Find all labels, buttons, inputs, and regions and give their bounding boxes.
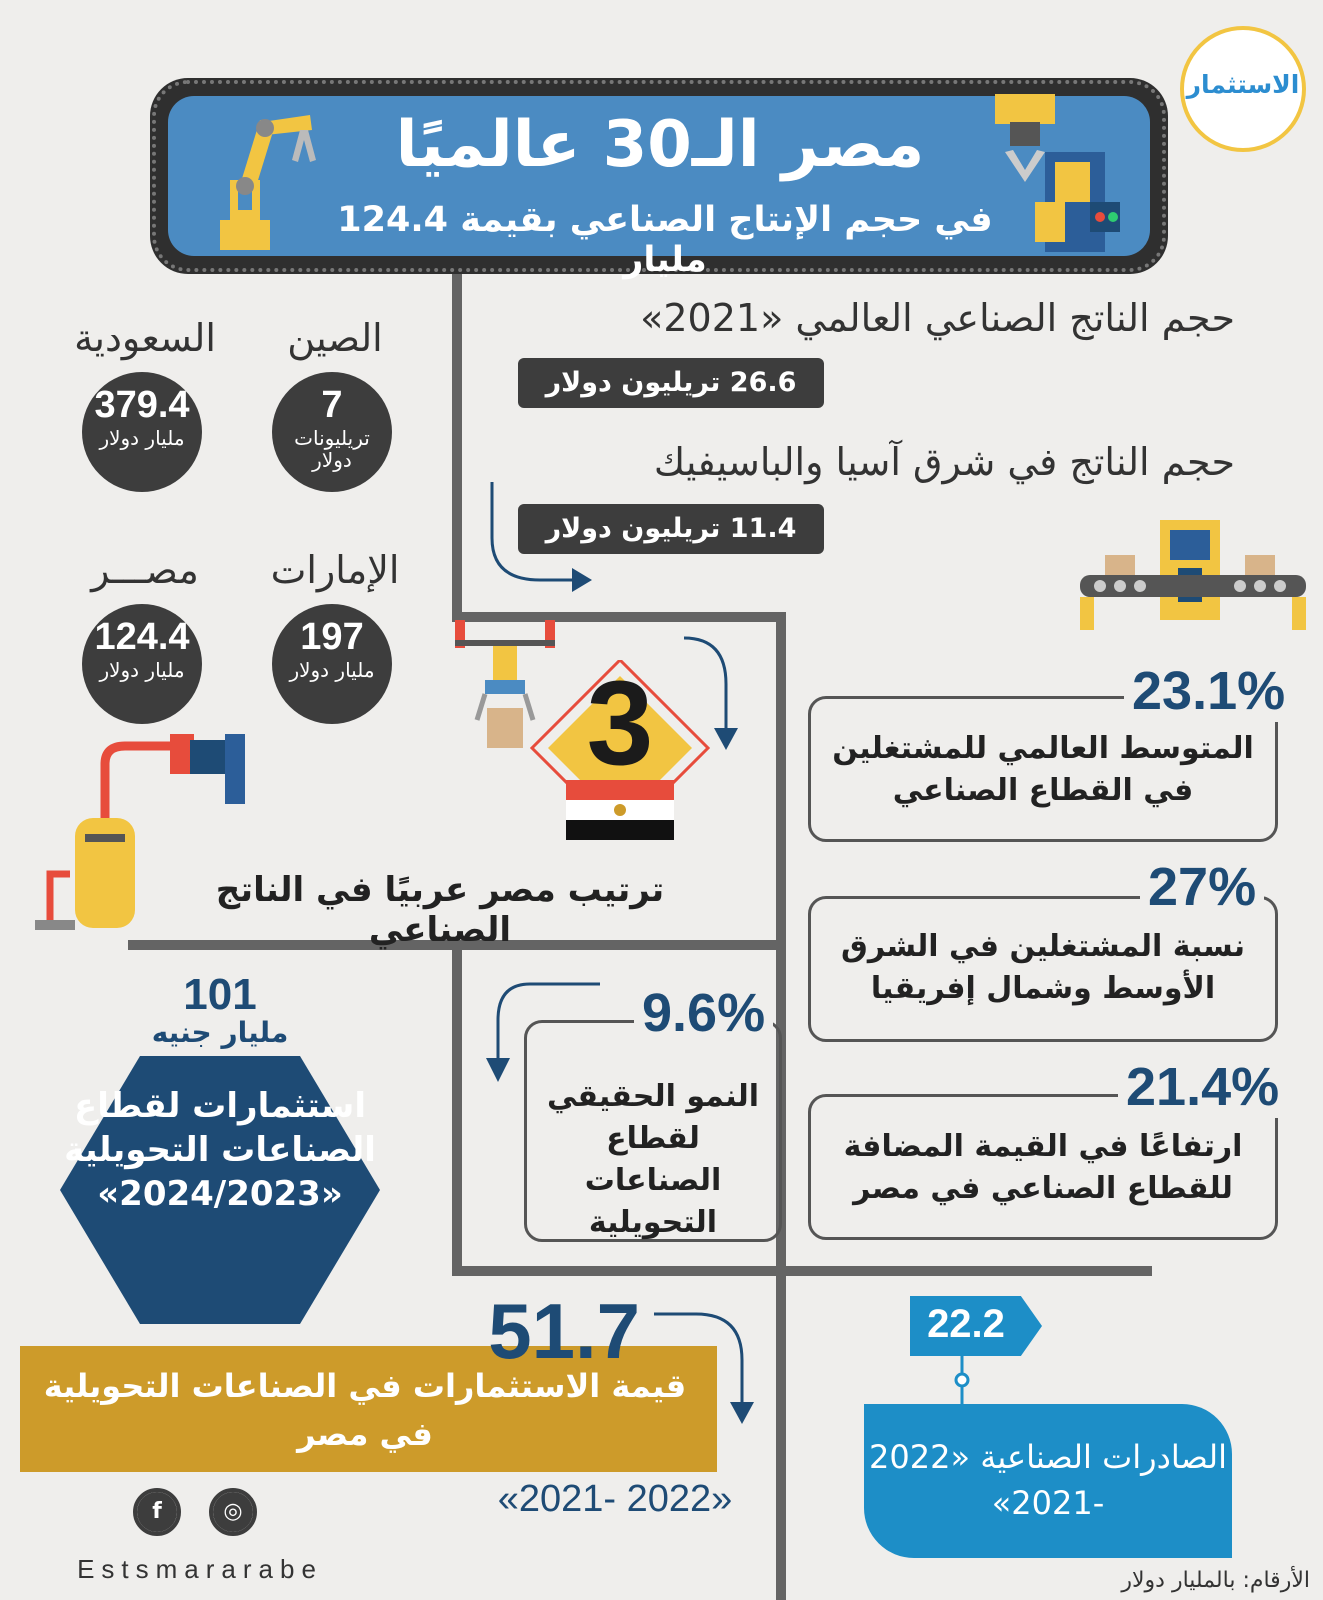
exports-connector [954, 1356, 970, 1406]
country-badge-china [272, 372, 392, 492]
connector-line [452, 1266, 1152, 1276]
country-name-saudi: السعودية [74, 316, 216, 360]
connector-line [452, 270, 462, 620]
conveyor-icon [1080, 520, 1306, 630]
country-value-china: 7 [321, 384, 343, 426]
country-value-uae: 197 [300, 616, 364, 658]
stat-text-growth: النمو الحقيقي لقطاع الصناعات التحويلية [546, 1079, 760, 1240]
world-output-heading: حجم الناتج الصناعي العالمي «2021» [640, 296, 1235, 340]
country-name-uae: الإمارات [270, 548, 400, 592]
stat-text-value-added: ارتفاعًا في القيمة المضافة للقطاع الصناعي في مصر [843, 1129, 1243, 1206]
rank-number: 3 [586, 656, 654, 790]
connector-line [776, 1266, 786, 1600]
stat-pct-value-added: 21.4% [1118, 1056, 1287, 1118]
brand-logo-text: الاستثمار [1186, 70, 1300, 99]
stat-pct-mena: 27% [1140, 856, 1264, 918]
curved-arrow-icon [650, 1300, 760, 1430]
country-value-egypt: 124.4 [94, 616, 190, 658]
stat-text-global: المتوسط العالمي للمشتغلين في القطاع الصناعي [832, 731, 1254, 808]
country-badge-uae [272, 604, 392, 724]
manufacturing-text: قيمة الاستثمارات في الصناعات التحويلية في مصر [43, 1367, 687, 1453]
facebook-icon: f [137, 1492, 177, 1532]
curved-arrow-icon [480, 980, 610, 1090]
page-subtitle: في حجم الإنتاج الصناعي بقيمة 124.4 مليار [337, 200, 993, 280]
units-note: الأرقام: بالمليار دولار [1121, 1568, 1310, 1593]
country-value-saudi: 379.4 [94, 384, 190, 426]
country-name-egypt: مصـــر [91, 548, 199, 592]
stat-pct-global: 23.1% [1124, 660, 1293, 722]
country-badge-egypt [82, 604, 202, 724]
country-name-china: الصين [287, 316, 383, 360]
page-title: مصر الـ30 عالميًا [395, 108, 925, 182]
country-badge-saudi [82, 372, 202, 492]
country-unit-china: تريليونات دولار [294, 426, 370, 472]
exports-text: الصادرات الصناعية «2022 -2021» [869, 1438, 1227, 1522]
investment-amount: 101 [183, 970, 257, 1019]
connector-line [452, 940, 462, 1270]
curved-arrow-icon [480, 478, 600, 608]
country-unit-egypt: مليار دولار [99, 658, 185, 682]
dribbble-icon: ◎ [213, 1492, 253, 1532]
facebook-link[interactable] [133, 1488, 181, 1536]
rank-label: ترتيب مصر عربيًا في الناتج الصناعي [215, 870, 665, 950]
manufacturing-value: 51.7 [488, 1287, 640, 1375]
investment-text: استثمارات لقطاع الصناعات التحويلية «2024/2023» [64, 1086, 376, 1214]
asia-output-heading: حجم الناتج في شرق آسيا والباسيفيك [653, 440, 1235, 484]
stat-pct-growth: 9.6% [634, 982, 773, 1044]
stat-text-mena: نسبة المشتغلين في الشرق الأوسط وشمال إفريقيا [841, 929, 1245, 1006]
brand-name: Estsmararabe [77, 1554, 323, 1584]
robot-arm-icon [200, 100, 330, 260]
country-unit-uae: مليار دولار [289, 658, 375, 682]
exports-value: 22.2 [927, 1302, 1005, 1346]
asia-output-value: 11.4 تريليون دولار [518, 504, 824, 554]
world-output-value: 26.6 تريليون دولار [518, 358, 824, 408]
down-arrow-icon [680, 634, 760, 754]
manufacturing-period: «2022 -2021» [497, 1478, 733, 1520]
dribbble-link[interactable] [209, 1488, 257, 1536]
country-unit-saudi: مليار دولار [99, 426, 185, 450]
investment-unit: مليار جنيه [151, 1016, 289, 1049]
